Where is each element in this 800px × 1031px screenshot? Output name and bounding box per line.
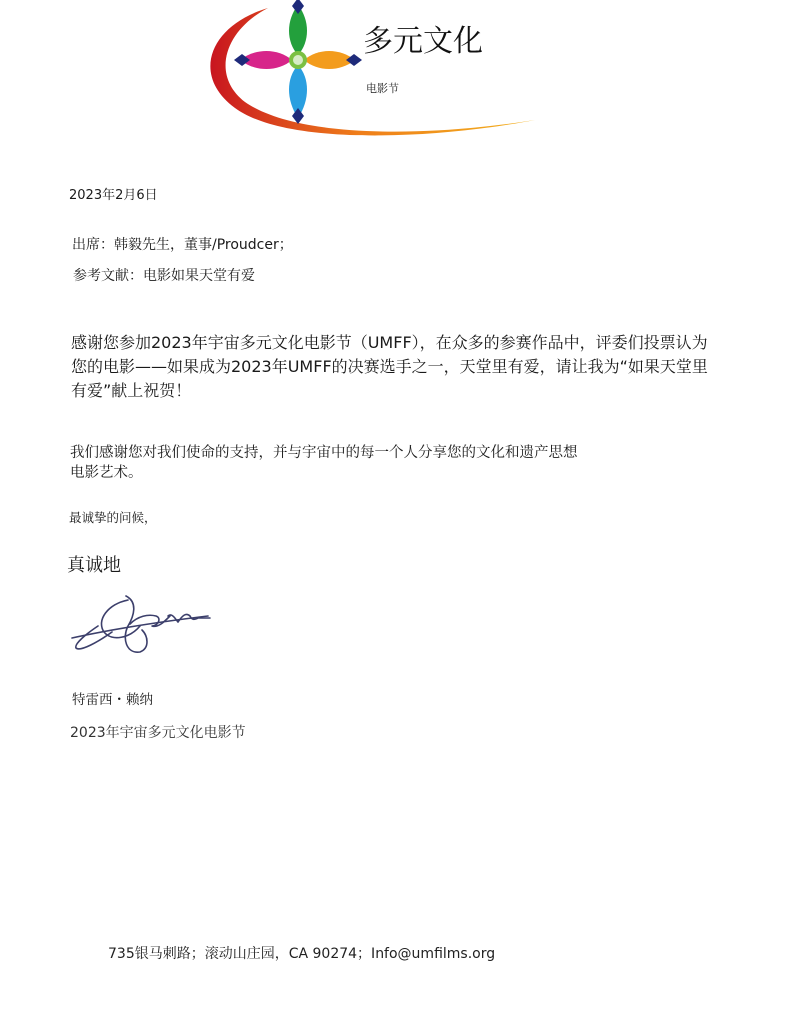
- thanks-paragraph: [70, 443, 690, 483]
- thanks-paragraph-line-2: 电影艺术。: [70, 465, 143, 481]
- thanks-paragraph-line-1: 我们感谢您对我们使命的支持，并与宇宙中的每一个人分享您的文化和遗产思想: [70, 445, 578, 461]
- closing-line: 真诚地: [67, 555, 121, 576]
- regards-line: 最诚挚的问候，: [69, 510, 157, 525]
- signer-name: 特雷西・赖纳: [72, 692, 153, 708]
- handwritten-signature: [68, 586, 213, 658]
- organization-name: 2023年宇宙多元文化电影节: [70, 725, 246, 741]
- letter-date: 2023年2月6日: [69, 188, 158, 203]
- logo-subtitle: 电影节: [366, 82, 399, 95]
- attendee-line: 出席：韩毅先生，董事/Proudcer；: [72, 237, 293, 253]
- footer-address: 735银马刺路；滚动山庄园，CA 90274；Info@umfilms.org: [108, 946, 496, 962]
- logo-flower-icon: [234, 0, 362, 124]
- logo-title: 多元文化: [363, 24, 483, 59]
- congratulation-paragraph: 感谢您参加2023年宇宙多元文化电影节（UMFF），在众多的参赛作品中，评委们投票认为您的电影——如果成为2023年UMFF的决赛选手之一，天堂里有爱，请让我为“如果天堂里有爱”献上祝贺！: [71, 333, 708, 400]
- reference-line: 参考文献：电影如果天堂有爱: [73, 268, 255, 284]
